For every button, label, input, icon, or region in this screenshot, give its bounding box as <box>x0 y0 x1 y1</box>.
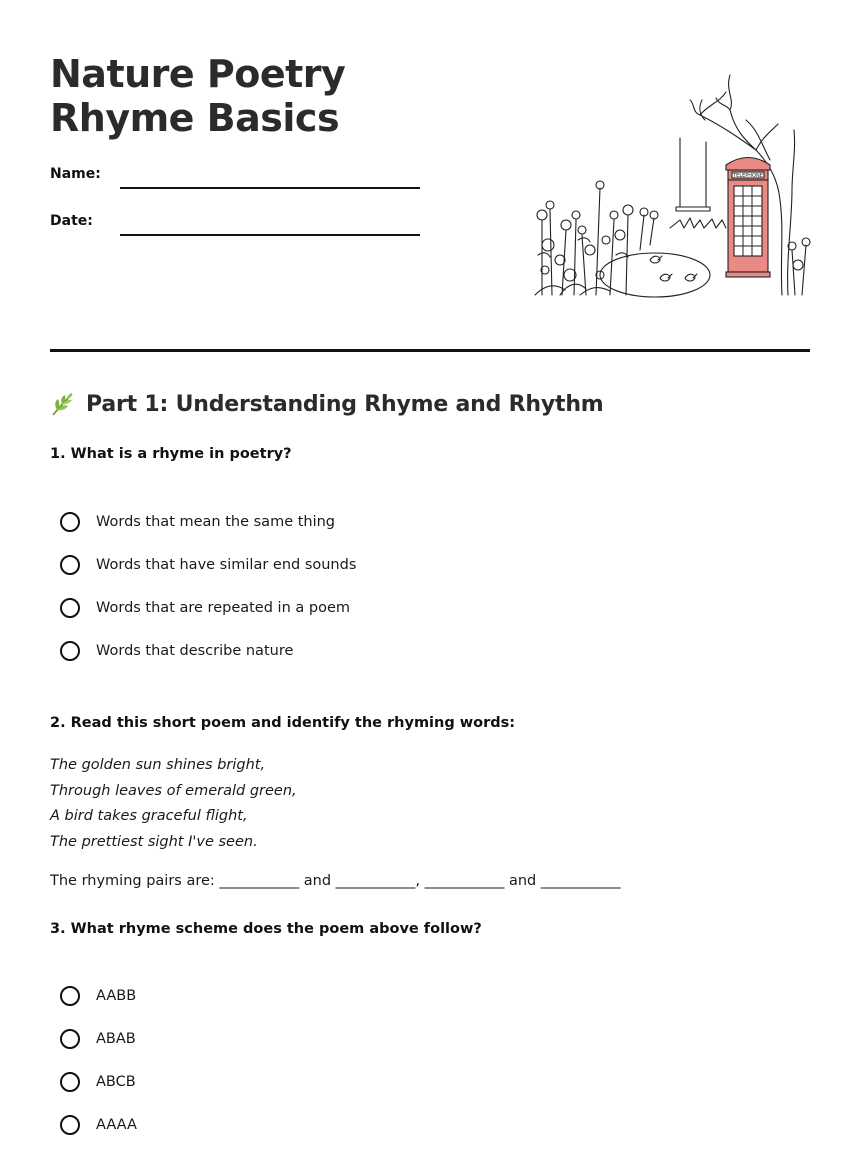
option-label: AAAA <box>96 1117 137 1133</box>
q1-option-3[interactable] <box>60 595 350 621</box>
q3-option-2[interactable] <box>60 1026 136 1052</box>
poem-line: The prettiest sight I've seen. <box>50 833 258 850</box>
radio-button[interactable] <box>60 1072 80 1092</box>
option-label: ABCB <box>96 1074 136 1090</box>
q3-option-4[interactable] <box>60 1112 137 1138</box>
radio-button[interactable] <box>60 641 80 661</box>
question-3-prompt: 3. What rhyme scheme does the poem above follow? <box>50 921 482 937</box>
name-label: Name: <box>50 166 101 182</box>
date-label: Date: <box>50 213 93 229</box>
radio-button[interactable] <box>60 598 80 618</box>
option-label: AABB <box>96 988 137 1004</box>
name-field[interactable] <box>120 187 420 189</box>
option-label: ABAB <box>96 1031 136 1047</box>
poem-line: The golden sun shines bright, <box>50 757 266 773</box>
q1-option-1[interactable] <box>60 509 335 535</box>
date-field[interactable] <box>120 234 420 236</box>
q3-option-3[interactable] <box>60 1069 136 1095</box>
section-header <box>50 388 604 420</box>
radio-button[interactable] <box>60 512 80 532</box>
poem-line: A bird takes graceful flight, <box>50 808 248 824</box>
q3-option-1[interactable] <box>60 983 136 1009</box>
question-1-prompt: 1. What is a rhyme in poetry? <box>50 446 292 462</box>
radio-button[interactable] <box>60 1115 80 1135</box>
option-label: Words that mean the same thing <box>96 514 336 530</box>
poem <box>50 753 297 855</box>
radio-button[interactable] <box>60 1029 80 1049</box>
section-divider <box>50 349 810 352</box>
option-label: Words that have similar end sounds <box>96 557 357 573</box>
option-label: Words that are repeated in a poem <box>96 600 350 616</box>
leaf-icon <box>50 391 76 417</box>
worksheet-title: Nature Poetry Rhyme Basics <box>50 52 346 140</box>
radio-button[interactable] <box>60 555 80 575</box>
q1-option-2[interactable] <box>60 552 356 578</box>
poem-line: Through leaves of emerald green, <box>50 782 297 799</box>
question-2-prompt: 2. Read this short poem and identify the rhyming words: <box>50 715 516 731</box>
park-telephone-box-illustration <box>530 70 815 305</box>
booth-sign: TELEPHONE <box>733 173 763 180</box>
rhyming-pairs-answer-line[interactable]: The rhyming pairs are: ___________ and ___________, ___________ and ___________ <box>50 873 621 889</box>
section-title: Part 1: Understanding Rhyme and Rhythm <box>86 391 604 417</box>
option-label: Words that describe nature <box>96 643 294 659</box>
q1-option-4[interactable] <box>60 638 293 664</box>
radio-button[interactable] <box>60 986 80 1006</box>
